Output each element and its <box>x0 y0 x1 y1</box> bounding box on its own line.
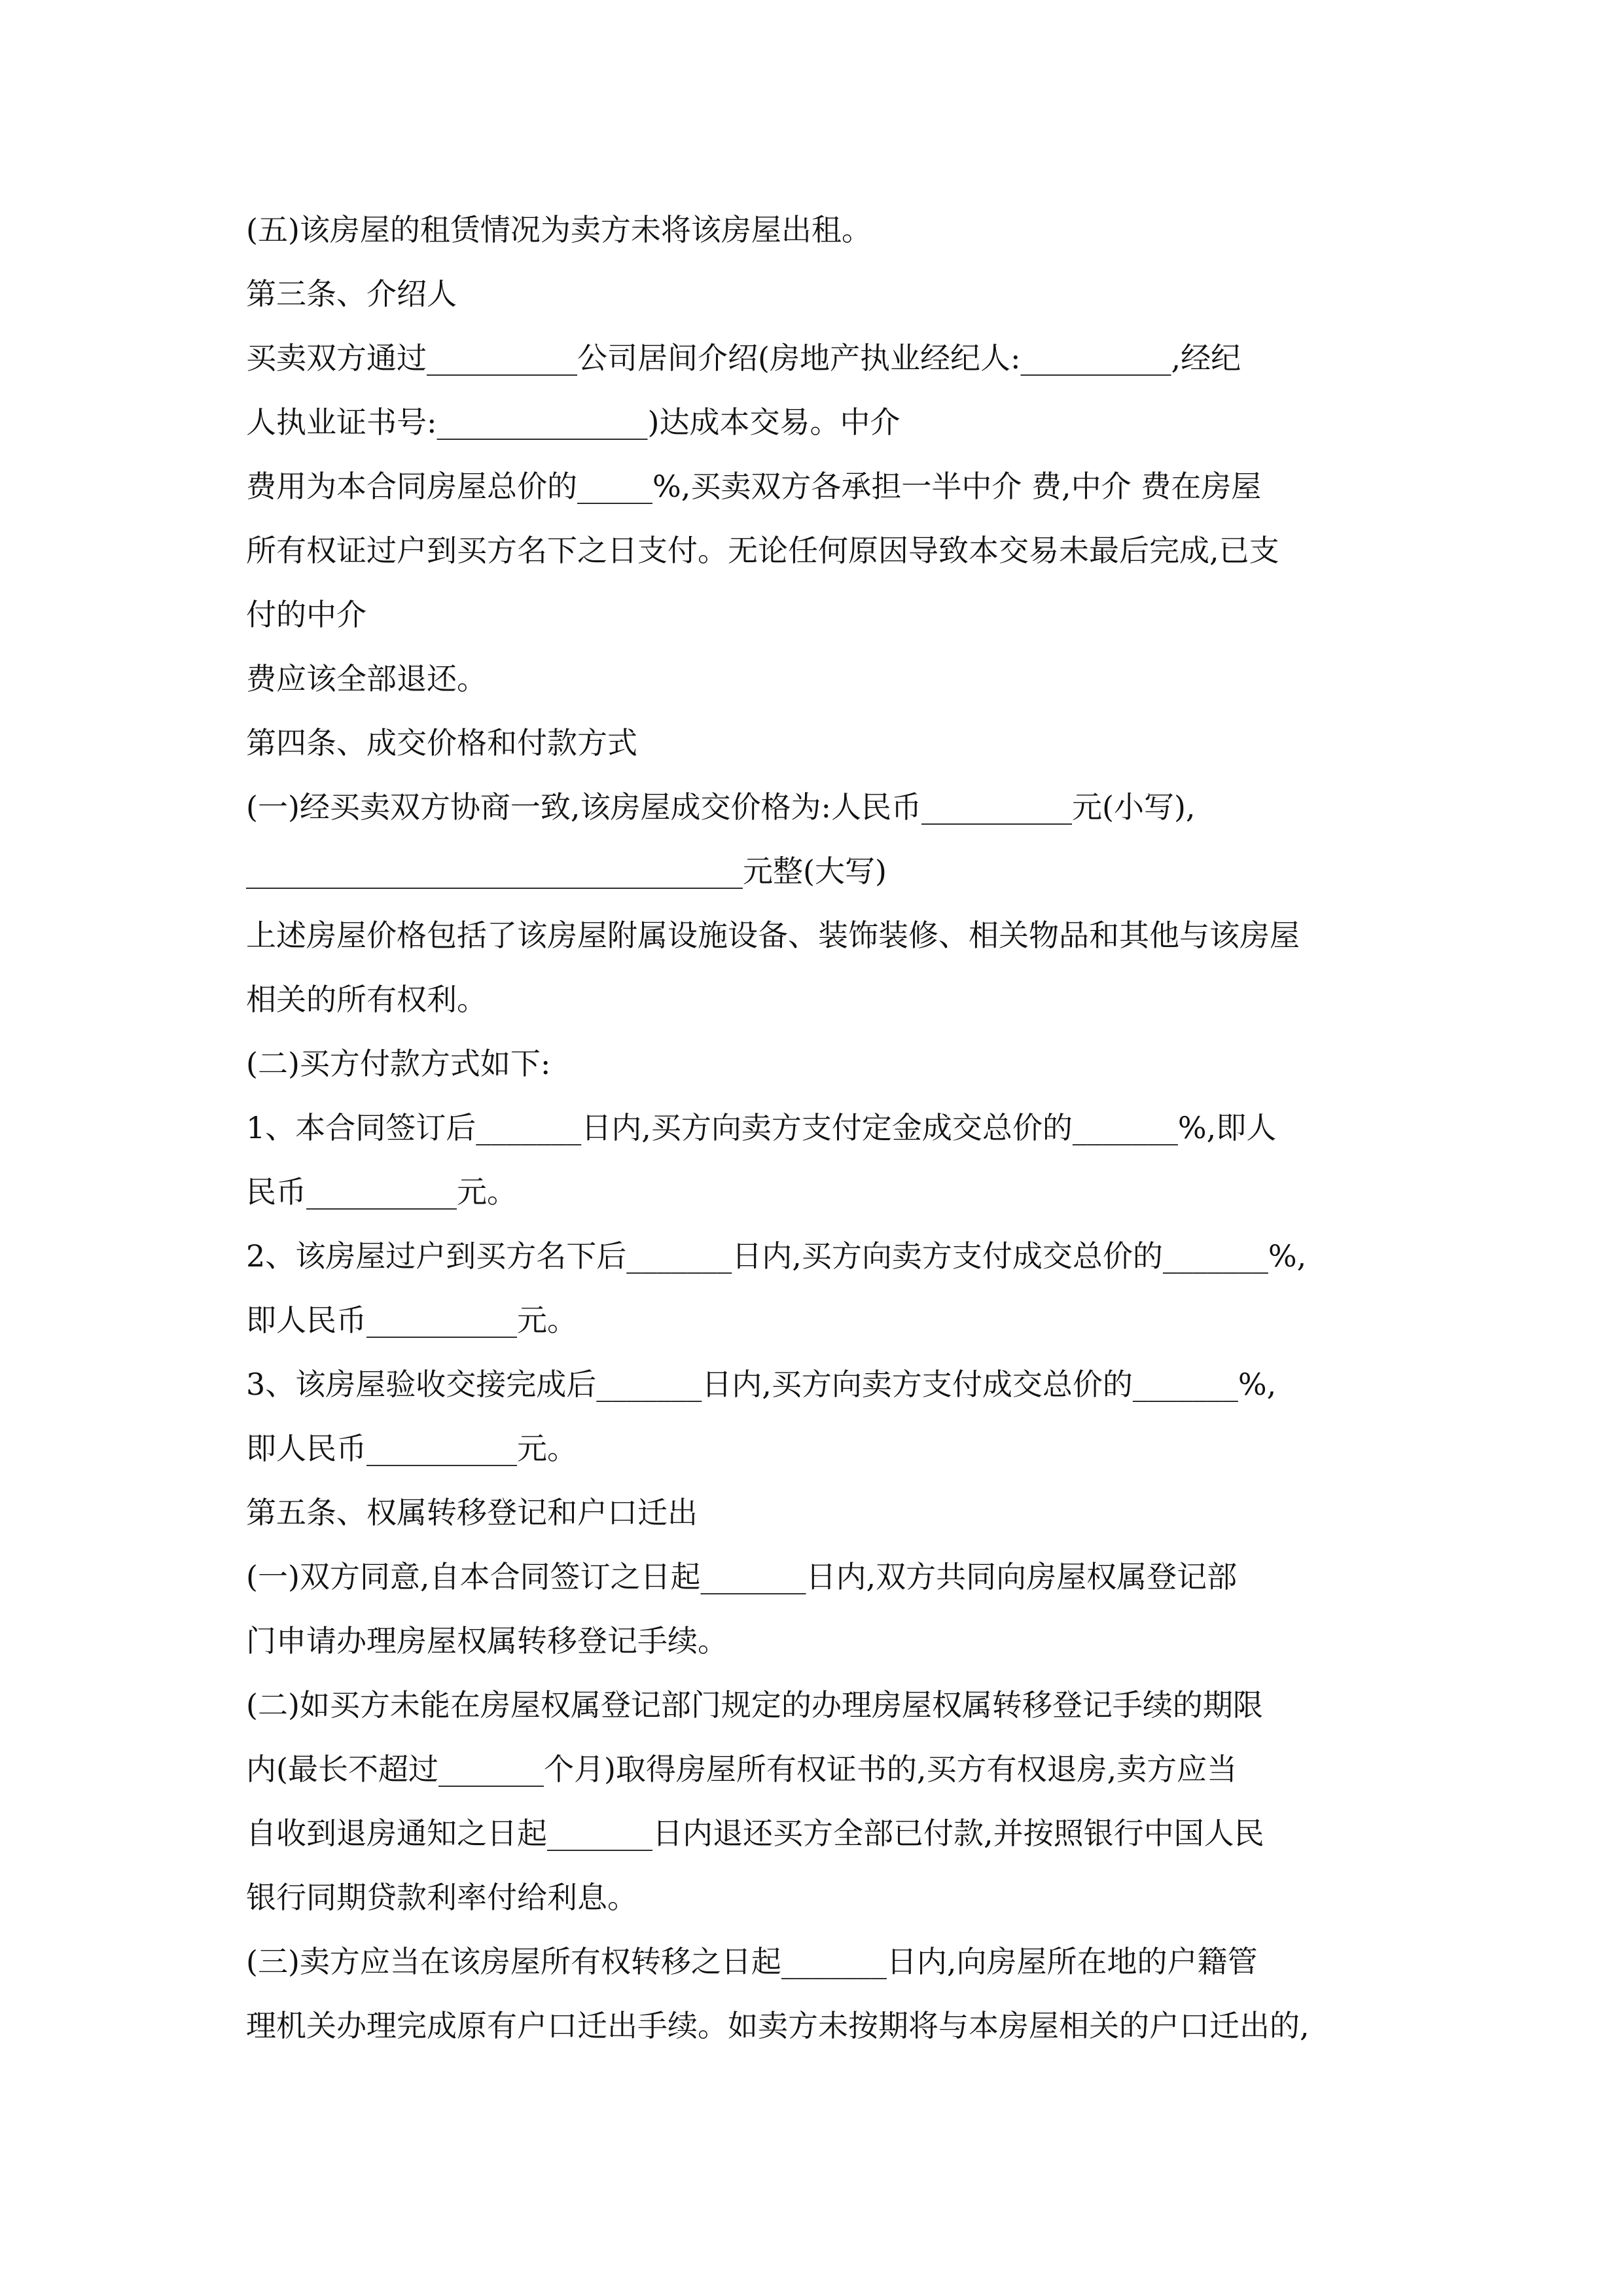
text-segment: 个月)取得房屋所有权证书的,买方有权退房,卖方应当 <box>543 1751 1238 1787</box>
text-segment: (一)经买卖双方协商一致,该房屋成交价格为:人民币 <box>246 789 922 825</box>
text-segment: 日内,买方向卖方支付定金成交总价的 <box>581 1110 1073 1145</box>
text-line <box>246 775 1391 839</box>
text-segment: 即人民币 <box>246 1302 366 1338</box>
text-line <box>246 583 1391 647</box>
text-line <box>246 1480 1391 1545</box>
blank-fill-line: ______________ <box>437 404 648 440</box>
blank-fill-line: __________ <box>366 1302 517 1338</box>
text-segment: 3、该房屋验收交接完成后 <box>246 1367 597 1402</box>
text-segment: 费用为本合同房屋总价的 <box>246 469 577 504</box>
text-segment: 日内,买方向卖方支付成交总价的 <box>732 1238 1163 1274</box>
text-segment: %, <box>1238 1367 1277 1402</box>
text-segment: )达成本交易。中介 <box>647 404 901 440</box>
text-line <box>246 1994 1391 2058</box>
text-line <box>246 903 1391 967</box>
text-segment: 第三条、介绍人 <box>246 276 457 312</box>
blank-fill-line: _______ <box>1162 1238 1268 1274</box>
blank-fill-line: __________ <box>427 340 577 376</box>
text-line <box>246 1673 1391 1737</box>
blank-fill-line: _____ <box>577 469 652 504</box>
text-line <box>246 1096 1391 1160</box>
text-segment: 银行同期贷款利率付给利息。 <box>246 1880 637 1915</box>
text-segment: 1、本合同签订后 <box>246 1110 476 1145</box>
text-line <box>246 647 1391 711</box>
text-line <box>246 711 1391 775</box>
text-line <box>246 198 1391 262</box>
text-line <box>246 1160 1391 1224</box>
text-segment: 2、该房屋过户到买方名下后 <box>246 1238 627 1274</box>
text-segment: 费应该全部退还。 <box>246 661 487 696</box>
blank-fill-line: _______ <box>438 1751 544 1787</box>
text-segment: 第四条、成交价格和付款方式 <box>246 725 637 761</box>
blank-fill-line: _______ <box>547 1816 652 1851</box>
text-segment: (一)双方同意,自本合同签订之日起 <box>246 1559 701 1594</box>
blank-fill-line: _______ <box>700 1559 806 1594</box>
text-segment: (五)该房屋的租赁情况为卖方未将该房屋出租。 <box>246 212 872 247</box>
text-segment: 民币 <box>246 1174 306 1210</box>
text-segment: 元。 <box>517 1431 577 1466</box>
text-segment: 所有权证过户到买方名下之日支付。无论任何原因导致本交易未最后完成,已支 <box>246 533 1279 568</box>
text-segment: 人执业证书号: <box>246 404 437 440</box>
text-line <box>246 1352 1391 1416</box>
blank-fill-line: __________ <box>1020 340 1171 376</box>
text-segment: (二)买方付款方式如下: <box>246 1046 551 1081</box>
text-line <box>246 967 1391 1031</box>
text-line <box>246 1865 1391 1929</box>
blank-fill-line: _________________________________ <box>246 853 743 889</box>
blank-fill-line: _______ <box>626 1238 732 1274</box>
text-segment: 日内,向房屋所在地的户籍管 <box>886 1944 1258 1979</box>
text-line <box>246 1545 1391 1609</box>
blank-fill-line: _______ <box>476 1110 582 1145</box>
text-line <box>246 1031 1391 1096</box>
blank-fill-line: _______ <box>781 1944 887 1979</box>
text-segment: 元整(大写) <box>743 853 887 889</box>
text-segment: 自收到退房通知之日起 <box>246 1816 547 1851</box>
text-segment: 付的中介 <box>246 597 366 632</box>
text-segment: 理机关办理完成原有户口迁出手续。如卖方未按期将与本房屋相关的户口迁出的, <box>246 2008 1310 2043</box>
blank-fill-line: _______ <box>1072 1110 1178 1145</box>
blank-fill-line: __________ <box>366 1431 517 1466</box>
text-line <box>246 1416 1391 1480</box>
text-line <box>246 1737 1391 1801</box>
text-segment: 内(最长不超过 <box>246 1751 438 1787</box>
text-segment: 元。 <box>457 1174 517 1210</box>
text-segment: 日内,双方共同向房屋权属登记部 <box>806 1559 1238 1594</box>
text-line <box>246 326 1391 390</box>
blank-fill-line: __________ <box>306 1174 457 1210</box>
text-segment: %,即人 <box>1177 1110 1277 1145</box>
text-segment: 第五条、权属转移登记和户口迁出 <box>246 1495 698 1530</box>
text-line <box>246 518 1391 583</box>
text-segment: 买卖双方通过 <box>246 340 427 376</box>
text-line <box>246 262 1391 326</box>
text-line <box>246 1609 1391 1673</box>
text-segment: (三)卖方应当在该房屋所有权转移之日起 <box>246 1944 781 1979</box>
text-segment: 上述房屋价格包括了该房屋附属设施设备、装饰装修、相关物品和其他与该房屋 <box>246 918 1300 953</box>
text-line <box>246 1801 1391 1865</box>
text-line <box>246 1224 1391 1288</box>
text-segment: 元(小写), <box>1072 789 1196 825</box>
text-segment: 日内,买方向卖方支付成交总价的 <box>702 1367 1133 1402</box>
text-segment: %, <box>1268 1238 1307 1274</box>
text-segment: (二)如买方未能在房屋权属登记部门规定的办理房屋权属转移登记手续的期限 <box>246 1687 1263 1723</box>
text-segment: 日内退还买方全部已付款,并按照银行中国人民 <box>652 1816 1264 1851</box>
text-segment: 元。 <box>517 1302 577 1338</box>
text-line <box>246 1288 1391 1352</box>
contract-body <box>246 198 1391 2058</box>
text-line <box>246 390 1391 454</box>
text-segment: 门申请办理房屋权属转移登记手续。 <box>246 1623 728 1659</box>
blank-fill-line: __________ <box>921 789 1073 825</box>
text-segment: 公司居间介绍(房地产执业经纪人: <box>577 340 1021 376</box>
text-line <box>246 454 1391 518</box>
text-line <box>246 839 1391 903</box>
text-line <box>246 1929 1391 1994</box>
text-segment: 相关的所有权利。 <box>246 982 487 1017</box>
text-segment: ,经纪 <box>1171 340 1241 376</box>
text-segment: %,买卖双方各承担一半中介 费,中介 费在房屋 <box>652 469 1262 504</box>
blank-fill-line: _______ <box>1132 1367 1238 1402</box>
blank-fill-line: _______ <box>596 1367 702 1402</box>
text-segment: 即人民币 <box>246 1431 366 1466</box>
